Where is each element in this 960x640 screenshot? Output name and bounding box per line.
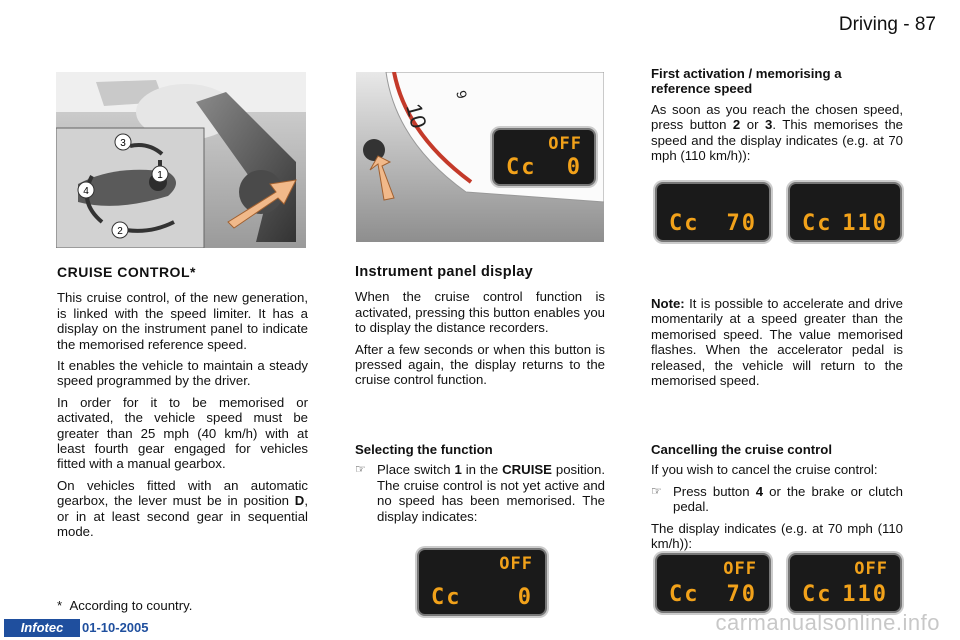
display-off-text: OFF <box>723 559 757 579</box>
section-heading-instrument-panel: Instrument panel display <box>355 264 534 280</box>
middle-column <box>355 265 605 394</box>
mid-para-2: After a few seconds or when this button is pressed again, the display returns to the cruise control function. <box>355 341 605 388</box>
stalk-illustration-svg <box>56 72 306 248</box>
display-speed-value: 0 <box>517 585 533 610</box>
watermark-site: carmanualsonline.info <box>715 610 940 635</box>
instrument-illustration <box>356 72 604 242</box>
display-speed-value: 110 <box>842 582 888 607</box>
left-para-4-c: , or in at least second gear in sequential mode. <box>57 493 308 540</box>
bullet-switch-number: 1 <box>454 462 462 478</box>
stalk-label-2: 2 <box>117 226 123 237</box>
note-label: Note: <box>651 296 685 311</box>
dial-number-10: 10 <box>401 100 432 131</box>
footnote <box>57 598 308 613</box>
display-speed-value: 110 <box>842 211 888 236</box>
footnote-text: According to country. <box>69 598 193 613</box>
display-cancel-110 <box>788 553 902 613</box>
display-off-text: OFF <box>548 134 582 154</box>
display-off-text: OFF <box>854 559 888 579</box>
stalk-illustration <box>56 72 306 248</box>
bullet-press-button <box>651 484 903 515</box>
stalk-label-3: 3 <box>120 138 126 149</box>
right-para-1-a: As soon as you reach the chosen speed, press button <box>651 101 903 133</box>
dial-number-9: 9 <box>453 88 471 101</box>
stalk-label-1: 1 <box>157 170 163 181</box>
right-para-1-e: . This memorises the speed and the display indicates (e.g. at 70 mph (110 km/h)): <box>651 117 903 164</box>
display-cc-text: Cc <box>802 211 833 236</box>
left-para-4-position: D <box>294 493 305 509</box>
cancel-bullet-a: Press button <box>673 483 756 499</box>
display-off-bottom <box>417 548 547 616</box>
note-text: It is possible to accelerate and drive momentarily at a speed greater than the memorised speed. The value memorised flashes. When the accelerator pedal is released, the vehicle will return to the memorised speed. <box>651 296 903 389</box>
display-speed-value: 70 <box>726 582 757 607</box>
cancel-bullet-button-4: 4 <box>755 483 764 499</box>
pointing-hand-icon: ☞ <box>651 483 662 498</box>
left-para-4 <box>57 478 308 540</box>
display-cc-text: Cc <box>669 211 700 236</box>
display-speed-value: 0 <box>566 155 582 180</box>
page-title: Driving - 87 <box>838 14 936 35</box>
display-speed-value: 70 <box>726 211 757 236</box>
display-cc-text: Cc <box>506 155 537 180</box>
note-block <box>651 296 903 394</box>
display-off-text: OFF <box>499 554 533 574</box>
left-para-4-a: On vehicles fitted with an automatic gearbox, the lever must be in position <box>57 477 308 509</box>
section-heading-cruise-control: CRUISE CONTROL* <box>57 264 196 280</box>
sub-heading-cancelling: Cancelling the cruise control <box>651 442 832 457</box>
selecting-function-block <box>355 442 605 524</box>
footnote-mark: * <box>57 598 63 613</box>
bullet-text-a: Place switch <box>377 462 455 478</box>
left-para-2: It enables the vehicle to maintain a steady speed programmed by the driver. <box>57 358 308 389</box>
display-cc-text: Cc <box>669 582 700 607</box>
right-para-1-button-2: 2 <box>732 117 741 133</box>
right-para-1-c: or <box>740 117 765 133</box>
pointing-hand-icon: ☞ <box>355 462 366 477</box>
display-off-top <box>492 128 596 186</box>
cancel-block <box>651 442 903 557</box>
left-para-1: This cruise control, of the new generation, is linked with the speed limiter. It has a display on the instrument panel to indicate the memorised reference speed. <box>57 290 308 352</box>
right-para-1 <box>651 102 903 164</box>
display-active-70 <box>655 182 771 242</box>
display-cancel-70 <box>655 553 771 613</box>
sub-heading-selecting-function: Selecting the function <box>355 442 493 457</box>
cancel-bullet-c: or the brake or clutch pedal. <box>673 483 904 515</box>
cancel-para-1: If you wish to cancel the cruise control: <box>651 462 878 478</box>
infotec-logo: Infotec <box>4 619 80 637</box>
bullet-cruise-word: CRUISE <box>502 462 552 478</box>
stalk-label-4: 4 <box>83 186 89 197</box>
left-column <box>57 265 308 546</box>
display-cc-text: Cc <box>431 585 462 610</box>
right-para-1-button-3: 3 <box>765 117 773 133</box>
sub-heading-first-activation: First activation / memorising a reference speed <box>651 66 842 97</box>
footer-date: 01-10-2005 <box>82 620 149 635</box>
display-cc-text: Cc <box>802 582 833 607</box>
mid-para-1: When the cruise control function is activated, pressing this button enables you to display the distance recorders. <box>355 289 605 336</box>
left-para-3: In order for it to be memorised or activated, the vehicle speed must be greater than 25 mph (40 km/h) with at least fourth gear engaged for vehicles fitted with a manual gearbox. <box>57 394 308 472</box>
right-column <box>651 66 903 169</box>
bullet-text-c: in the <box>461 462 503 478</box>
bullet-place-switch <box>355 462 605 524</box>
cancel-para-2: The display indicates (e.g. at 70 mph (110 km/h)): <box>651 520 903 552</box>
bullet-text-e: position. The cruise control is not yet active and no speed has been memorised. The display indicates: <box>377 462 605 524</box>
display-active-110 <box>788 182 902 242</box>
